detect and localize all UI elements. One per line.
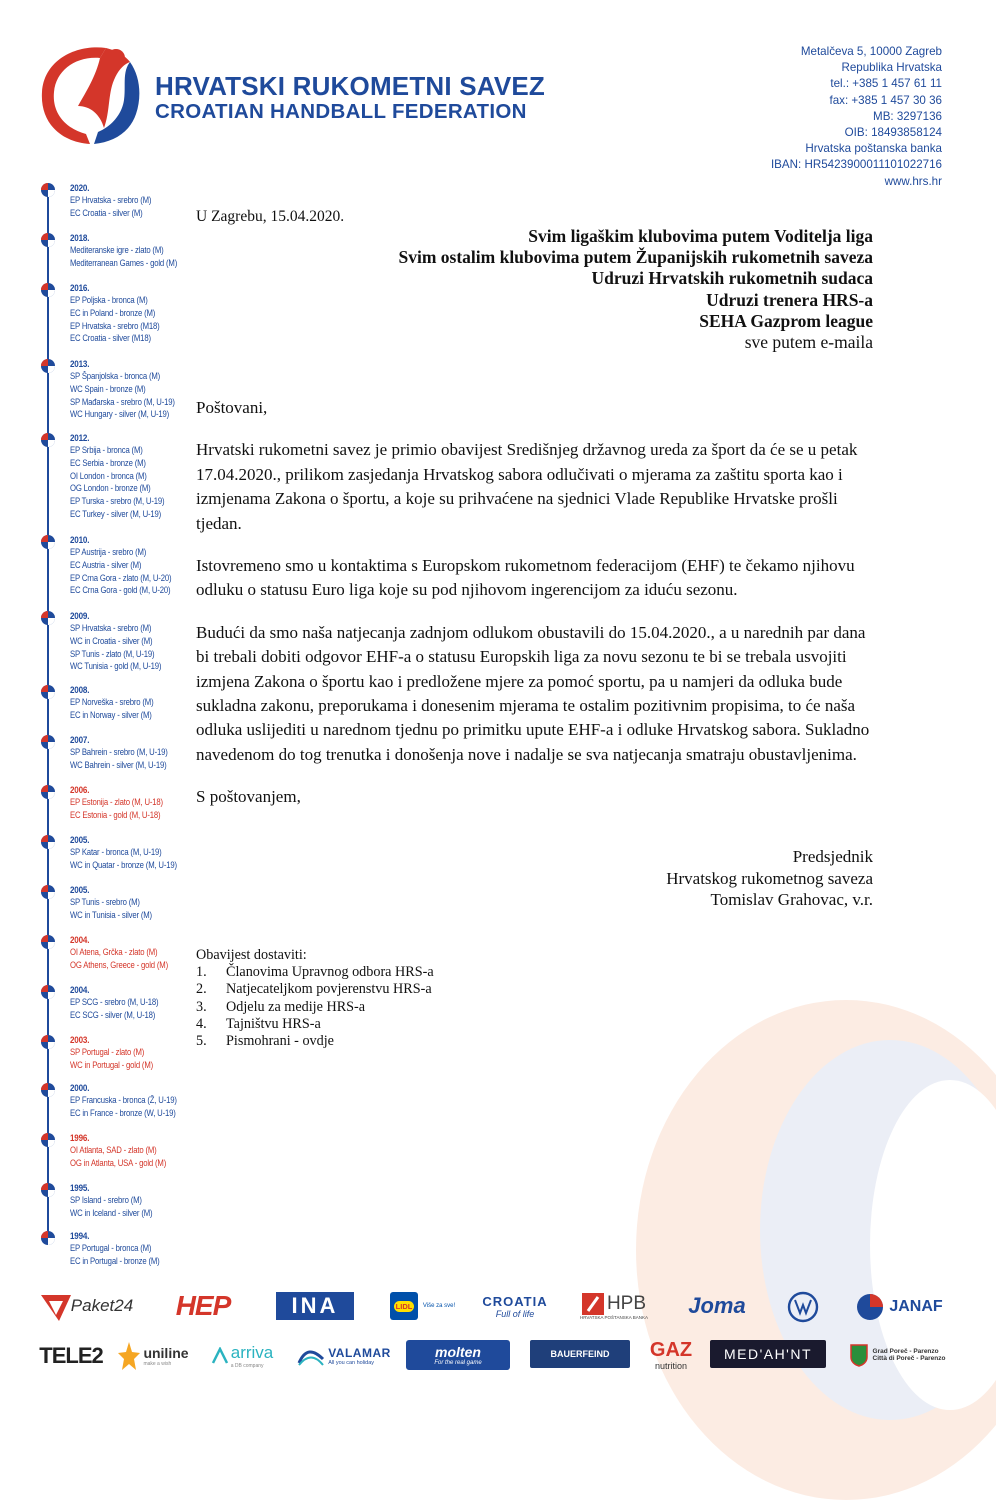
hpb-text: HPB: [606, 1292, 647, 1314]
timeline-year: 2016.: [70, 282, 90, 293]
timeline-medal: WC in Portugal - gold (M): [70, 1059, 154, 1070]
recipients: [398, 226, 873, 353]
timeline-medal: OI London - bronca (M): [70, 470, 147, 481]
joma-text: Joma: [688, 1293, 746, 1318]
org-name-en: CROATIAN HANDBALL FEDERATION: [155, 100, 527, 123]
timeline-year: 1995.: [70, 1182, 90, 1193]
paket24-mark-icon: [39, 1289, 73, 1323]
timeline-year: 2013.: [70, 358, 90, 369]
timeline-medal: SP Tunis - zlato (M, U-19): [70, 648, 155, 659]
medal-ball-icon: [40, 934, 56, 950]
timeline-medal: WC Spain - bronze (M): [70, 383, 146, 394]
timeline-connector: [47, 998, 49, 1036]
signature-block: [666, 846, 873, 911]
timeline-medal: EC Austria - silver (M): [70, 559, 142, 570]
timeline-medal: EC Croatia - silver (M): [70, 207, 143, 218]
porec-text-it: Città di Poreč - Parenzo: [872, 1355, 946, 1362]
timeline-year: 2009.: [70, 610, 90, 621]
delivery-number: 5.: [196, 1033, 207, 1050]
timeline-medal: EP Estonija - zlato (M, U-18): [70, 797, 163, 807]
timeline-year: 2000.: [70, 1082, 90, 1093]
uniline-logo: [116, 1336, 190, 1376]
paragraph: Istovremeno smo u kontaktima s Europskom rukometnom federacijom (EHF) te čekamo njihovu odluku o statusu Euro liga koje su pod njihovom ingerencijom za iduću sezonu.: [196, 556, 855, 600]
porec-logo: [842, 1336, 952, 1374]
timeline-connector: [47, 948, 49, 986]
timeline-connector: [47, 548, 49, 612]
delivery-item: [196, 981, 434, 998]
bauerfeind-logo: [530, 1340, 630, 1368]
delivery-text: Tajništvu HRS-a: [226, 1015, 321, 1032]
hpb-mark-icon: [582, 1293, 604, 1315]
timeline-medal: EC Croatia - silver (M18): [70, 333, 151, 344]
croatia-text: CROATIA: [482, 1293, 548, 1309]
timeline-year: 1994.: [70, 1230, 90, 1241]
hrs-logo-icon: [38, 42, 142, 146]
medal-ball-icon: [40, 610, 56, 626]
uniline-star-icon: [117, 1341, 141, 1371]
valamar-slogan: All you can holiday: [328, 1360, 375, 1366]
salutation: Poštovani,: [196, 398, 268, 417]
medal-ball-icon: [40, 232, 56, 248]
timeline-connector: [47, 748, 49, 786]
timeline-medal: EP SCG - srebro (M, U-18): [70, 997, 159, 1007]
medal-ball-icon: [40, 1082, 56, 1098]
janaf-mark-icon: [855, 1292, 885, 1322]
delivery-item: [196, 1016, 434, 1033]
janaf-text: JANAF: [889, 1298, 943, 1315]
delivery-text: Pismohrani - ovdje: [226, 1033, 334, 1050]
valamar-logo: [296, 1336, 392, 1376]
janaf-logo: [850, 1290, 948, 1324]
org-name-hr: HRVATSKI RUKOMETNI SAVEZ: [155, 71, 546, 101]
timeline-medal: EC in Norway - silver (M): [70, 709, 152, 720]
bauerfeind-text: BAUERFEIND: [550, 1349, 610, 1359]
timeline-medal: OG in Atlanta, USA - gold (M): [70, 1157, 167, 1168]
medal-ball-icon: [40, 884, 56, 900]
gaz-subtitle: nutrition: [654, 1360, 688, 1371]
porec-crest-icon: [849, 1343, 869, 1367]
valamar-wave-icon: [297, 1345, 325, 1367]
closing: S poštovanjem,: [196, 787, 301, 807]
medal-ball-icon: [40, 984, 56, 1000]
sponsor-strip: [0, 1278, 996, 1388]
timeline-year: 1996.: [70, 1132, 90, 1143]
timeline-medal: EP Crna Gora - zlato (M, U-20): [70, 572, 172, 583]
timeline-medal: EP Hrvatska - srebro (M): [70, 195, 152, 205]
timeline-connector: [47, 372, 49, 434]
medal-ball-icon: [40, 182, 56, 198]
paragraph: Hrvatski rukometni savez je primio obavijest Središnjeg državnog ureda za šport da će se u petak 17.04.2020., prilikom zasjedanja Hrvatskog sabora odlučivati o mjerama za zaštitu sporta kao i izmjenama Zakona o športu, a koje su prihvaćene na sjednici Vlade Republike Hrvatske prošli tjedan.: [196, 440, 858, 533]
vw-logo: [786, 1290, 820, 1324]
medal-ball-icon: [40, 358, 56, 374]
gaz-text: GAZ: [649, 1338, 693, 1361]
timeline-medal: WC Bahrein - silver (M, U-19): [70, 759, 167, 770]
timeline-medal: Mediterranean Games - gold (M): [70, 257, 178, 268]
tele2-text: TELE2: [39, 1343, 103, 1368]
delivery-number: 4.: [196, 1015, 207, 1032]
timeline-medal: EP Norveška - srebro (M): [70, 697, 154, 707]
ina-logo: [276, 1292, 354, 1320]
medal-ball-icon: [40, 784, 56, 800]
phone-line: tel.: +385 1 457 61 11: [830, 77, 942, 91]
delivery-item: [196, 1033, 434, 1050]
valamar-text: VALAMAR: [328, 1346, 391, 1360]
timeline-connector: [47, 1048, 49, 1084]
timeline-year: 2008.: [70, 684, 90, 695]
porec-text-hr: Grad Poreč - Parenzo: [872, 1348, 939, 1355]
timeline-connector: [47, 798, 49, 836]
medal-ball-icon: [40, 1132, 56, 1148]
tele2-logo: [38, 1340, 104, 1372]
arriva-text: arriva: [230, 1343, 274, 1362]
medal-ball-icon: [40, 534, 56, 550]
timeline-medal: EP Hrvatska - srebro (M18): [70, 320, 160, 331]
timeline-medal: SP Hrvatska - srebro (M): [70, 623, 152, 633]
timeline-medal: SP Španjolska - bronca (M): [70, 371, 161, 381]
recipients-note: sve putem e-maila: [744, 332, 873, 353]
arriva-logo: [202, 1336, 282, 1376]
recipient-line: Udruzi Hrvatskih rukometnih sudaca: [591, 268, 873, 289]
timeline-medal: EP Srbija - bronca (M): [70, 445, 143, 455]
timeline-connector: [47, 296, 49, 360]
timeline-year: 2005.: [70, 834, 90, 845]
signature-title: Predsjednik: [792, 847, 873, 866]
timeline-year: 2020.: [70, 182, 90, 193]
oib-line: OIB: 18493858124: [844, 126, 942, 140]
timeline-connector: [47, 1096, 49, 1134]
timeline-year: 2010.: [70, 534, 90, 545]
bank-line: Hrvatska poštanska banka: [805, 142, 942, 156]
mediant-logo: [710, 1340, 826, 1368]
timeline-medal: EC in France - bronze (W, U-19): [70, 1107, 176, 1118]
medal-ball-icon: [40, 1230, 56, 1246]
timeline-medal: SP Katar - bronca (M, U-19): [70, 847, 162, 857]
letter-body: [196, 396, 874, 810]
timeline-connector: [47, 624, 49, 686]
timeline-medal: SP Tunis - srebro (M): [70, 897, 140, 907]
mediant-text: MED'AH'NT: [723, 1346, 813, 1362]
timeline-medal: OG Athens, Greece - gold (M): [70, 959, 168, 970]
lidl-logo: [390, 1292, 418, 1320]
ina-text: INA: [291, 1293, 339, 1318]
timeline-year: 2018.: [70, 232, 90, 243]
vw-mark-icon: [787, 1291, 819, 1323]
timeline-medal: WC in Iceland - silver (M): [70, 1207, 153, 1218]
timeline-medal: SP Island - srebro (M): [70, 1195, 142, 1205]
timeline-year: 2004.: [70, 934, 90, 945]
timeline-medal: EP Austrija - srebro (M): [70, 547, 147, 557]
timeline-medal: EC SCG - silver (M, U-18): [70, 1009, 156, 1020]
molten-text: molten: [435, 1343, 481, 1360]
country-line: Republika Hrvatska: [841, 61, 942, 75]
delivery-text: Članovima Upravnog odbora HRS-a: [226, 964, 434, 981]
joma-logo: [678, 1290, 756, 1322]
timeline-medal: WC Hungary - silver (M, U-19): [70, 409, 170, 420]
timeline-year: 2005.: [70, 884, 90, 895]
croatia-slogan: Full of life: [495, 1308, 535, 1319]
timeline-medal: EP Poljska - bronca (M): [70, 295, 148, 305]
timeline-medal: Mediteranske igre - zlato (M): [70, 245, 164, 255]
recipient-line: Svim ostalim klubovima putem Županijskih rukometnih saveza: [398, 247, 873, 268]
timeline-year: 2012.: [70, 432, 90, 443]
gaz-logo: [644, 1336, 698, 1374]
timeline-medal: WC in Tunisia - silver (M): [70, 909, 152, 920]
timeline-connector: [47, 848, 49, 886]
delivery-number: 3.: [196, 998, 207, 1015]
timeline-medal: EC in Poland - bronze (M): [70, 307, 156, 318]
timeline-connector: [47, 246, 49, 284]
delivery-number: 2.: [196, 981, 207, 998]
medal-ball-icon: [40, 432, 56, 448]
timeline-medal: OI Atena, Grčka - zlato (M): [70, 947, 158, 957]
delivery-item: [196, 964, 434, 981]
molten-slogan: For the real game: [434, 1359, 482, 1366]
paket24-text: Paket24: [70, 1296, 134, 1315]
organization-name: [155, 72, 545, 124]
timeline-medal: OI Atlanta, SAD - zlato (M): [70, 1145, 157, 1155]
timeline-medal: WC in Quatar - bronze (M, U-19): [70, 859, 177, 870]
signature-org: Hrvatskog rukometnog saveza: [666, 868, 873, 888]
timeline-medal: WC Tunisia - gold (M, U-19): [70, 661, 162, 672]
arriva-subtitle: a DB company: [230, 1363, 264, 1369]
address-line: Metalčeva 5, 10000 Zagreb: [800, 45, 942, 58]
paragraph: Budući da smo naša natjecanja zadnjom odlukom obustavili do 15.04.2020., a u narednih par dana bi trebali dobiti odgovor EHF-a o statusu Europskih liga za novu sezonu te bi se trebala usvojiti izmjena Zakona o športu kao i predložene mjere za pomoć sportu, pa u namjeri da odluka bude sukladna zakonu, preporukama i donesenim mjerama te ostalim pozitivnim propisima, to će naša odluka uslijediti u narednom tjednu po primitku upute EHF-a i odluke Hrvatskog sabora. Sukladno navedenom do tog trenutka i donošenja nove i nadalje se sva natjecanja smatraju obustavljenima.: [196, 622, 870, 764]
medal-ball-icon: [40, 684, 56, 700]
croatia-logo: [484, 1284, 546, 1328]
paket24-logo: [38, 1286, 134, 1326]
medal-ball-icon: [40, 734, 56, 750]
mb-line: MB: 3297136: [873, 109, 942, 123]
timeline-connector: [47, 898, 49, 936]
hep-text: HEP: [175, 1290, 231, 1321]
hpb-logo: [578, 1284, 650, 1328]
website-link[interactable]: www.hrs.hr: [884, 174, 942, 188]
timeline-medal: EP Turska - srebro (M, U-19): [70, 496, 165, 507]
timeline-medal: EC Serbia - bronze (M): [70, 457, 146, 468]
timeline-medal: EP Portugal - bronca (M): [70, 1243, 152, 1253]
timeline-medal: SP Bahrein - srebro (M, U-19): [70, 747, 168, 757]
molten-logo: [406, 1340, 510, 1370]
timeline-medal: WC in Croatia - silver (M): [70, 635, 153, 646]
fax-line: fax: +385 1 457 30 36: [829, 93, 942, 107]
delivery-text: Odjelu za medije HRS-a: [226, 998, 366, 1015]
delivery-number: 1.: [196, 964, 207, 981]
timeline-connector: [47, 1196, 49, 1232]
medal-ball-icon: [40, 1034, 56, 1050]
timeline-medal: SP Mađarska - srebro (M, U-19): [70, 396, 175, 407]
uniline-text: uniline: [143, 1345, 189, 1361]
timeline-medal: OG London - bronze (M): [70, 483, 151, 494]
timeline-year: 2003.: [70, 1034, 90, 1045]
timeline-medal: EC Turkey - silver (M, U-19): [70, 509, 162, 519]
delivery-list: [196, 947, 434, 1050]
recipient-line: SEHA Gazprom league: [699, 310, 873, 331]
contact-info: [771, 44, 942, 190]
medal-ball-icon: [40, 1182, 56, 1198]
timeline-connector: [47, 698, 49, 736]
hep-logo: [162, 1290, 244, 1322]
timeline-medal: EP Francuska - bronca (Ž, U-19): [70, 1095, 177, 1105]
timeline-medal: EC Estonia - gold (M, U-18): [70, 809, 161, 820]
delivery-item: [196, 999, 434, 1016]
medal-ball-icon: [40, 282, 56, 298]
timeline-medal: SP Portugal - zlato (M): [70, 1047, 145, 1057]
timeline-medal: EC in Portugal - bronze (M): [70, 1255, 160, 1266]
timeline-connector: [47, 446, 49, 536]
timeline-connector: [47, 196, 49, 234]
timeline-medal: EC Crna Gora - gold (M, U-20): [70, 585, 171, 596]
delivery-title: Obavijest dostaviti:: [196, 947, 307, 963]
signature-name: Tomislav Grahovac, v.r.: [710, 890, 873, 909]
timeline-year: 2006.: [70, 784, 90, 795]
recipient-line: Udruzi trenera HRS-a: [706, 289, 873, 310]
letter-date: U Zagrebu, 15.04.2020.: [196, 208, 345, 225]
timeline-connector: [47, 1146, 49, 1184]
lidl-slogan: [420, 1298, 458, 1314]
timeline-year: 2007.: [70, 734, 90, 745]
iban-line: IBAN: HR5423900011101022716: [770, 158, 942, 172]
uniline-slogan: make a wish: [143, 1361, 172, 1367]
lidl-slogan-text: Više za sve!: [422, 1303, 456, 1309]
recipient-line: Svim ligaškim klubovima putem Voditelja liga: [528, 226, 873, 246]
lidl-text: LIDL: [395, 1301, 413, 1311]
delivery-text: Natjecateljkom povjerenstvu HRS-a: [226, 981, 432, 998]
medal-ball-icon: [40, 834, 56, 850]
arriva-mark-icon: [211, 1347, 229, 1365]
timeline-year: 2004.: [70, 984, 90, 995]
hpb-subtitle: HRVATSKA POŠTANSKA BANKA: [580, 1314, 648, 1320]
